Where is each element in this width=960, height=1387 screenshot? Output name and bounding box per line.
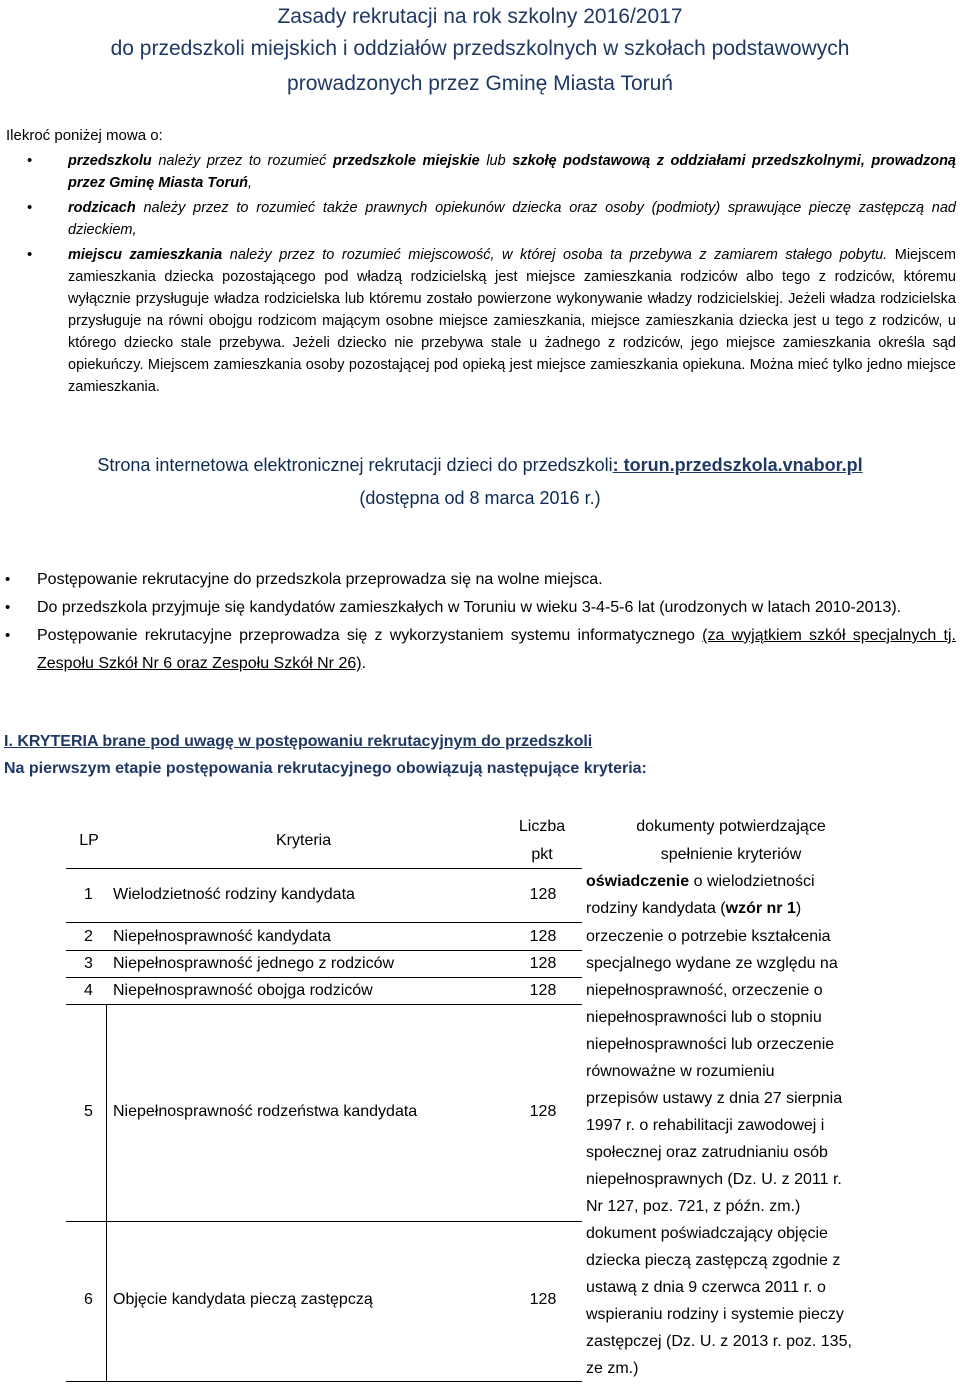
header-documents-line-1: dokumenty potwierdzające	[636, 818, 826, 835]
doc-line: specjalnego wydane ze względu na	[586, 955, 838, 972]
rule-item	[0, 622, 960, 678]
rules-list	[0, 566, 960, 678]
table-rule	[66, 1221, 582, 1222]
rule-underlined-text: (za wyjątkiem szkół specjalnych tj. Zespołu Szkół Nr 6 oraz Zespołu Szkół Nr 26)	[37, 627, 956, 672]
doc-line: zastępczej (Dz. U. z 2013 r. poz. 135,	[586, 1333, 852, 1350]
document-title-line-3: prowadzonych przez Gminę Miasta Toruń	[287, 72, 673, 95]
definition-item	[0, 244, 960, 398]
doc-line: niepełnosprawności lub o stopniu	[586, 1009, 822, 1026]
website-line	[0, 455, 960, 476]
definition-body: Miejscem zamieszkania dziecka pozostającego pod władzą rodzicielską jest miejsce zamieszkania rodziców albo tego z rodziców, któremu wyłącznie przysługuje władza rodzicielska lub któremu zostało powierzone wykonywanie władzy rodzicielskiej. Jeżeli władza rodzicielska przysługuje na równi obojgu rodzicom mającym osobne miejsce zamieszkania, miejsce zamieszkania dziecka jest u tego z rodziców, u którego dziecko stale przebywa. Jeżeli dziecko nie przebywa stale u żadnego z rodziców, jego miejsce zamieszkania określa sąd opiekuńczy. Miejscem zamieszkania osoby pozostającej pod opieką jest miejsce zamieszkania opiekuna. Można mieć tylko jedno miejsce zamieszkania.	[68, 247, 956, 395]
row-lp: 6	[84, 1291, 93, 1308]
rule-text: Postępowanie rekrutacyjne do przedszkola przeprowadza się na wolne miejsca.	[37, 571, 603, 588]
definition-bold: przedszkole miejskie	[332, 153, 480, 169]
doc-text: rodziny kandydata (	[586, 900, 726, 917]
row-lp: 5	[84, 1103, 93, 1120]
bullet-icon: •	[5, 571, 11, 588]
row-criterion: Niepełnosprawność rodzeństwa kandydata	[113, 1103, 418, 1120]
doc-line: niepełnosprawności lub orzeczenie	[586, 1036, 835, 1053]
rule-text: .	[361, 655, 367, 672]
doc-bold: wzór nr 1	[725, 900, 796, 917]
definition-term: miejscu zamieszkania	[68, 247, 223, 263]
definition-text: ,	[247, 175, 252, 191]
doc-line: dokument poświadczający objęcie	[586, 1225, 828, 1242]
definition-term: przedszkolu	[68, 153, 152, 169]
header-pkt-line-1: Liczba	[518, 818, 566, 835]
bullet-icon: •	[5, 599, 11, 616]
doc-line: ze zm.)	[586, 1360, 639, 1377]
doc-line: przepisów ustawy z dnia 27 sierpnia	[586, 1090, 843, 1107]
row-points: 128	[529, 1291, 557, 1308]
row-criterion: Niepełnosprawność kandydata	[113, 928, 331, 945]
definition-text: należy przez to rozumieć	[151, 153, 333, 169]
section-subheading: Na pierwszym etapie postępowania rekrutacyjnego obowiązują następujące kryteria:	[4, 760, 647, 777]
row-points: 128	[529, 928, 557, 945]
row-points: 128	[529, 886, 557, 903]
table-rule	[66, 1381, 582, 1382]
doc-line: 1997 r. o rehabilitacji zawodowej i	[586, 1117, 825, 1134]
bullet-icon: •	[27, 246, 33, 263]
definition-item	[0, 150, 960, 194]
row-lp: 4	[84, 982, 93, 999]
doc-niepelnosprawnosc	[586, 923, 876, 1220]
row-points: 128	[529, 1103, 557, 1120]
doc-piecza-zastepcza	[586, 1220, 876, 1382]
row-criterion: Niepełnosprawność obojga rodziców	[113, 982, 373, 999]
doc-text: )	[795, 900, 802, 917]
rule-text: Do przedszkola przyjmuje się kandydatów zamieszkałych w Toruniu w wieku 3-4-5-6 lat (urodzonych w latach 2010-2013).	[37, 599, 902, 616]
section-heading: I. KRYTERIA brane pod uwagę w postępowaniu rekrutacyjnym do przedszkoli	[4, 733, 593, 750]
doc-line: wspieraniu rodziny i systemie pieczy	[586, 1306, 844, 1323]
row-points: 128	[529, 982, 557, 999]
doc-bold: oświadczenie	[586, 873, 690, 890]
row-lp: 2	[84, 928, 93, 945]
doc-line: niepełnosprawnych (Dz. U. z 2011 r.	[586, 1171, 842, 1188]
row-lp: 3	[84, 955, 93, 972]
document-title-line-2: do przedszkoli miejskich i oddziałów przedszkolnych w szkołach podstawowych	[110, 37, 850, 60]
table-rule	[66, 868, 582, 869]
row-criterion: Wielodzietność rodziny kandydata	[113, 886, 355, 903]
definition-bold: szkołę podstawową z oddziałami przedszkolnymi, prowadzoną przez Gminę Miasta Toruń	[68, 153, 956, 191]
bullet-icon: •	[27, 199, 33, 216]
bullet-icon: •	[27, 152, 33, 169]
doc-line: ustawą z dnia 9 czerwca 2011 r. o	[586, 1279, 826, 1296]
header-kryteria: Kryteria	[276, 832, 332, 849]
doc-text: o wielodzietności	[689, 873, 815, 890]
table-rule	[106, 1004, 107, 1381]
rule-item	[0, 566, 960, 594]
definition-text: lub	[479, 153, 513, 169]
doc-line: dziecka pieczą zastępczą zgodnie z	[586, 1252, 841, 1269]
website-link[interactable]: : torun.przedszkola.vnabor.pl	[612, 455, 863, 475]
bullet-icon: •	[5, 627, 11, 644]
doc-line: społecznej oraz zatrudnianiu osób	[586, 1144, 828, 1161]
header-documents-line-2: spełnienie kryteriów	[660, 846, 802, 863]
table-rule	[66, 1004, 582, 1005]
rule-item	[0, 594, 960, 622]
row-criterion: Objęcie kandydata pieczą zastępczą	[113, 1291, 373, 1308]
row-criterion: Niepełnosprawność jednego z rodziców	[113, 955, 395, 972]
definition-item	[0, 197, 960, 241]
definitions-list	[0, 150, 960, 398]
website-availability: (dostępna od 8 marca 2016 r.)	[359, 488, 601, 508]
doc-line: niepełnosprawność, orzeczenie o	[586, 982, 823, 999]
row-lp: 1	[84, 886, 93, 903]
rule-text: Postępowanie rekrutacyjne przeprowadza się z wykorzystaniem systemu informatycznego	[37, 627, 703, 644]
definition-term: rodzicach	[68, 200, 136, 216]
header-pkt-line-2: pkt	[531, 846, 553, 863]
doc-wielodzietnosc	[586, 868, 876, 922]
doc-line: równoważne w rozumieniu	[586, 1063, 775, 1080]
intro-text: Ilekroć poniżej mowa o:	[6, 127, 163, 144]
website-label: Strona internetowa elektronicznej rekrutacji dzieci do przedszkoli	[97, 455, 613, 475]
doc-line: orzeczenie o potrzebie kształcenia	[586, 928, 831, 945]
document-title-line-1: Zasady rekrutacji na rok szkolny 2016/2017	[277, 5, 683, 28]
definition-text: należy przez to rozumieć miejscowość, w której osoba ta przebywa z zamiarem stałego pobytu.	[222, 247, 888, 263]
header-lp: LP	[79, 832, 99, 849]
row-points: 128	[529, 955, 557, 972]
definition-text: należy przez to rozumieć także prawnych opiekunów dziecka oraz osoby (podmioty) sprawujące pieczę zastępczą nad dzieckiem,	[68, 200, 956, 238]
doc-line: Nr 127, poz. 721, z późn. zm.)	[586, 1198, 801, 1215]
